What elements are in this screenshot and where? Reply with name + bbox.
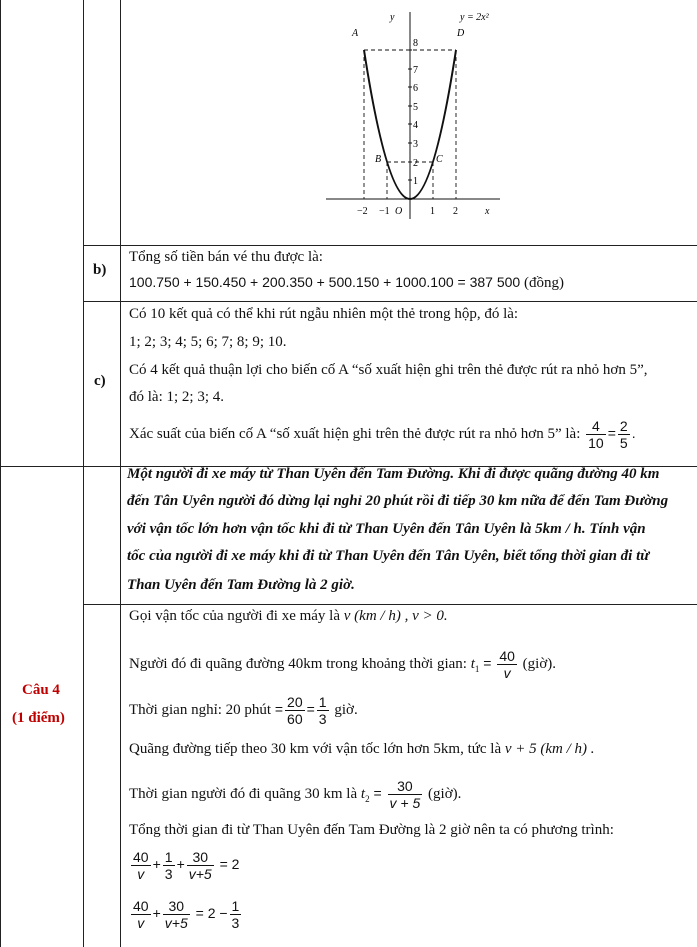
y-tick: 2 [413,158,418,169]
fraction-2-5: $\frac{2}{5}$ [619,418,628,451]
y-tick: 6 [413,83,418,94]
solution-line3: Thời gian nghỉ: 20 phút = $\frac{20}{60}$ = $\frac{1}{3}$ giờ. [129,694,358,727]
cau4-points: (1 điểm) [12,710,65,726]
solution-line2: Người đó đi quãng đường 40km trong khoảng thời gian: $t_1$ = $\frac{40}{v}$ (giờ). [129,648,557,681]
solution-line6: Tổng thời gian đi từ Than Uyên đến Tam Đường là 2 giờ nên ta có phương trình: [129,822,614,838]
table-border-left [0,0,1,947]
x-axis-label: x [485,206,490,217]
y-tick: 8 [413,38,418,49]
y-tick: 3 [413,139,418,150]
point-label-a: A [352,28,359,39]
part-b-unit: (đồng) [523,275,564,291]
row-divider-solution [83,604,697,605]
fraction-4-10: $\frac{4}{10}$ [588,418,604,451]
solution-line5: Thời gian người đó đi quãng 30 km là $t_2$ = $\frac{30}{v + 5}$ (giờ). [129,778,462,811]
part-b-label: b) [93,262,107,278]
equation-line1: $\frac{40}{v}$ + $\frac{1}{3}$ + $\frac{30}{v+5}$ = 2 [133,849,240,882]
fraction-1-3: $\frac{1}{3}$ [318,694,327,727]
equation-label: y = 2x² [460,12,489,23]
point-label-b: B [375,154,382,165]
fraction-30-v5: $\frac{30}{v + 5}$ [389,778,421,811]
part-c-line3: Có 4 kết quả thuận lợi cho biến cố A “số xuất hiện ghi trên thẻ được rút ra nhỏ hơn 5”, [129,362,648,378]
problem-line: Một người đi xe máy từ Than Uyên đến Tam Đường. Khi đi được quãng đường 40 km [127,466,660,482]
point-label-c: C [436,154,443,165]
part-c-probability-text: Xác suất của biến cố A “số xuất hiện ghi trên thẻ được rút ra nhỏ hơn 5” là: [129,425,581,442]
part-c-label: c) [94,373,106,389]
y-axis-label: y [390,12,395,23]
speed-plus-5: v + 5 (km / h) . [504,741,595,757]
part-b-formula-line [129,274,564,292]
part-b-formula: 100.750 + 150.450 + 200.350 + 500.150 + 1000.100 = 387 500 [129,274,521,290]
solution-line4: Quãng đường tiếp theo 30 km với vận tốc lớn hơn 5km, tức là v + 5 (km / h) . [129,741,595,757]
problem-line: Than Uyên đến Tam Đường là 2 giờ. [127,577,355,593]
part-c-line4: đó là: 1; 2; 3; 4. [129,389,224,405]
point-label-d: D [457,28,465,39]
row-divider-c [83,301,697,302]
equation-line2: $\frac{40}{v}$ + $\frac{30}{v+5}$ = 2 − $\frac{1}{3}$ [133,898,240,931]
part-c-line2: 1; 2; 3; 4; 5; 6; 7; 8; 9; 10. [129,334,287,350]
fraction-40-v: $\frac{40}{v}$ [499,648,515,681]
fraction-20-60: $\frac{20}{60}$ [287,694,303,727]
cau4-label: Câu 4 [22,682,60,698]
part-c-line1: Có 10 kết quả có thể khi rút ngẫu nhiên một thẻ trong hộp, đó là: [129,306,519,322]
x-tick: −1 [379,206,390,217]
problem-line: tốc của người đi xe máy khi đi từ Than Uyên đến Tân Uyên, biết tổng thời gian đi từ [127,548,650,564]
part-b-line1: Tổng số tiền bán vé thu được là: [129,249,323,265]
x-tick: 2 [453,206,458,217]
row-divider-b [83,245,697,246]
y-tick: 1 [413,176,418,187]
problem-line: với vận tốc lớn hơn vận tốc khi đi từ Than Uyên đến Tân Uyên là 5km / h. Tính vận [127,521,646,537]
table-border-col1 [83,0,84,947]
table-border-col2 [120,0,121,947]
x-tick: 1 [430,206,435,217]
y-tick: 7 [413,65,418,76]
problem-line: đến Tân Uyên người đó dừng lại nghỉ 20 phút rồi đi tiếp 30 km nữa để đến Tam Đường [127,493,669,509]
y-tick: 5 [413,102,418,113]
velocity-def: v (km / h) , v > 0. [343,608,448,624]
solution-line1: Gọi vận tốc của người đi xe máy là v (km / h) , v > 0. [129,608,448,624]
parabola-graph [320,4,510,224]
part-c-line5: Xác suất của biến cố A “số xuất hiện ghi trên thẻ được rút ra nhỏ hơn 5” là: $\frac{4}{10}$ = $\frac{2}{5}$ . [129,418,636,451]
y-tick: 4 [413,120,418,131]
origin-label: O [395,206,403,217]
x-tick: −2 [357,206,368,217]
